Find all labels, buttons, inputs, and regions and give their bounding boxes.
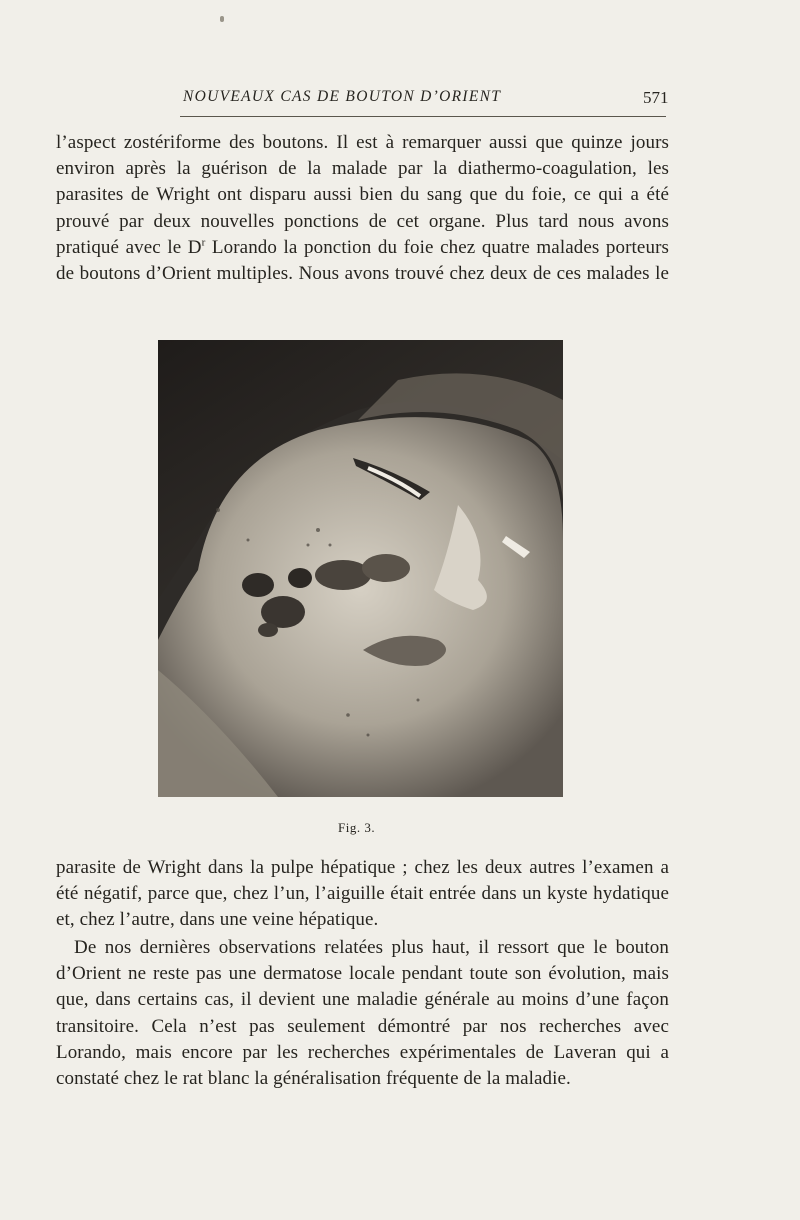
running-title: NOUVEAUX CAS DE BOUTON D’ORIENT	[183, 88, 502, 105]
figure-caption: Fig. 3.	[338, 820, 376, 835]
figure-photograph	[158, 340, 563, 797]
title-superscript: r	[201, 236, 206, 249]
paragraph-continued	[56, 130, 669, 287]
paragraph: De nos dernières observations relatées plus haut, il ressort que le bouton d’Orient ne reste pas une dermatose locale pendant toute son évolution, mais que, dans certains cas, il devient une maladie générale au moins d’une façon transitoire. Cela n’est pas seulement démontré par nos recherches avec Lorando, mais encore par les recherches expérimentales de Laveran qui a constaté chez le rat blanc la généralisation fréquente de la maladie.	[56, 937, 669, 1090]
paragraph: parasite de Wright dans la pulpe hépatique ; chez les deux autres l’examen a été négatif, parce que, chez l’un, l’aiguille était entrée dans un kyste hydatique et, chez l’autre, dans une veine hépatique.	[56, 857, 669, 931]
face-photograph	[158, 340, 563, 797]
page-number: 571	[643, 88, 669, 107]
header-rule	[180, 116, 666, 117]
paper-speck	[220, 16, 224, 22]
paragraph-text: Lorando la ponction du foie chez quatre malades porteurs de boutons d’Orient multiples. Nous avons trouvé chez deux de ces malades le	[56, 236, 669, 285]
paragraph-text: l’aspect zostériforme des boutons. Il est à remarquer aussi que quinze jours environ après la guérison de la malade par la diathermo-coagulation, les parasites de Wright ont disparu aussi bien du sang que du foie, ce qui a été prouvé par deux nouvelles ponctions de cet organe. Plus tard nous avons pratiqué avec le D	[56, 132, 669, 258]
running-head	[0, 84, 800, 112]
